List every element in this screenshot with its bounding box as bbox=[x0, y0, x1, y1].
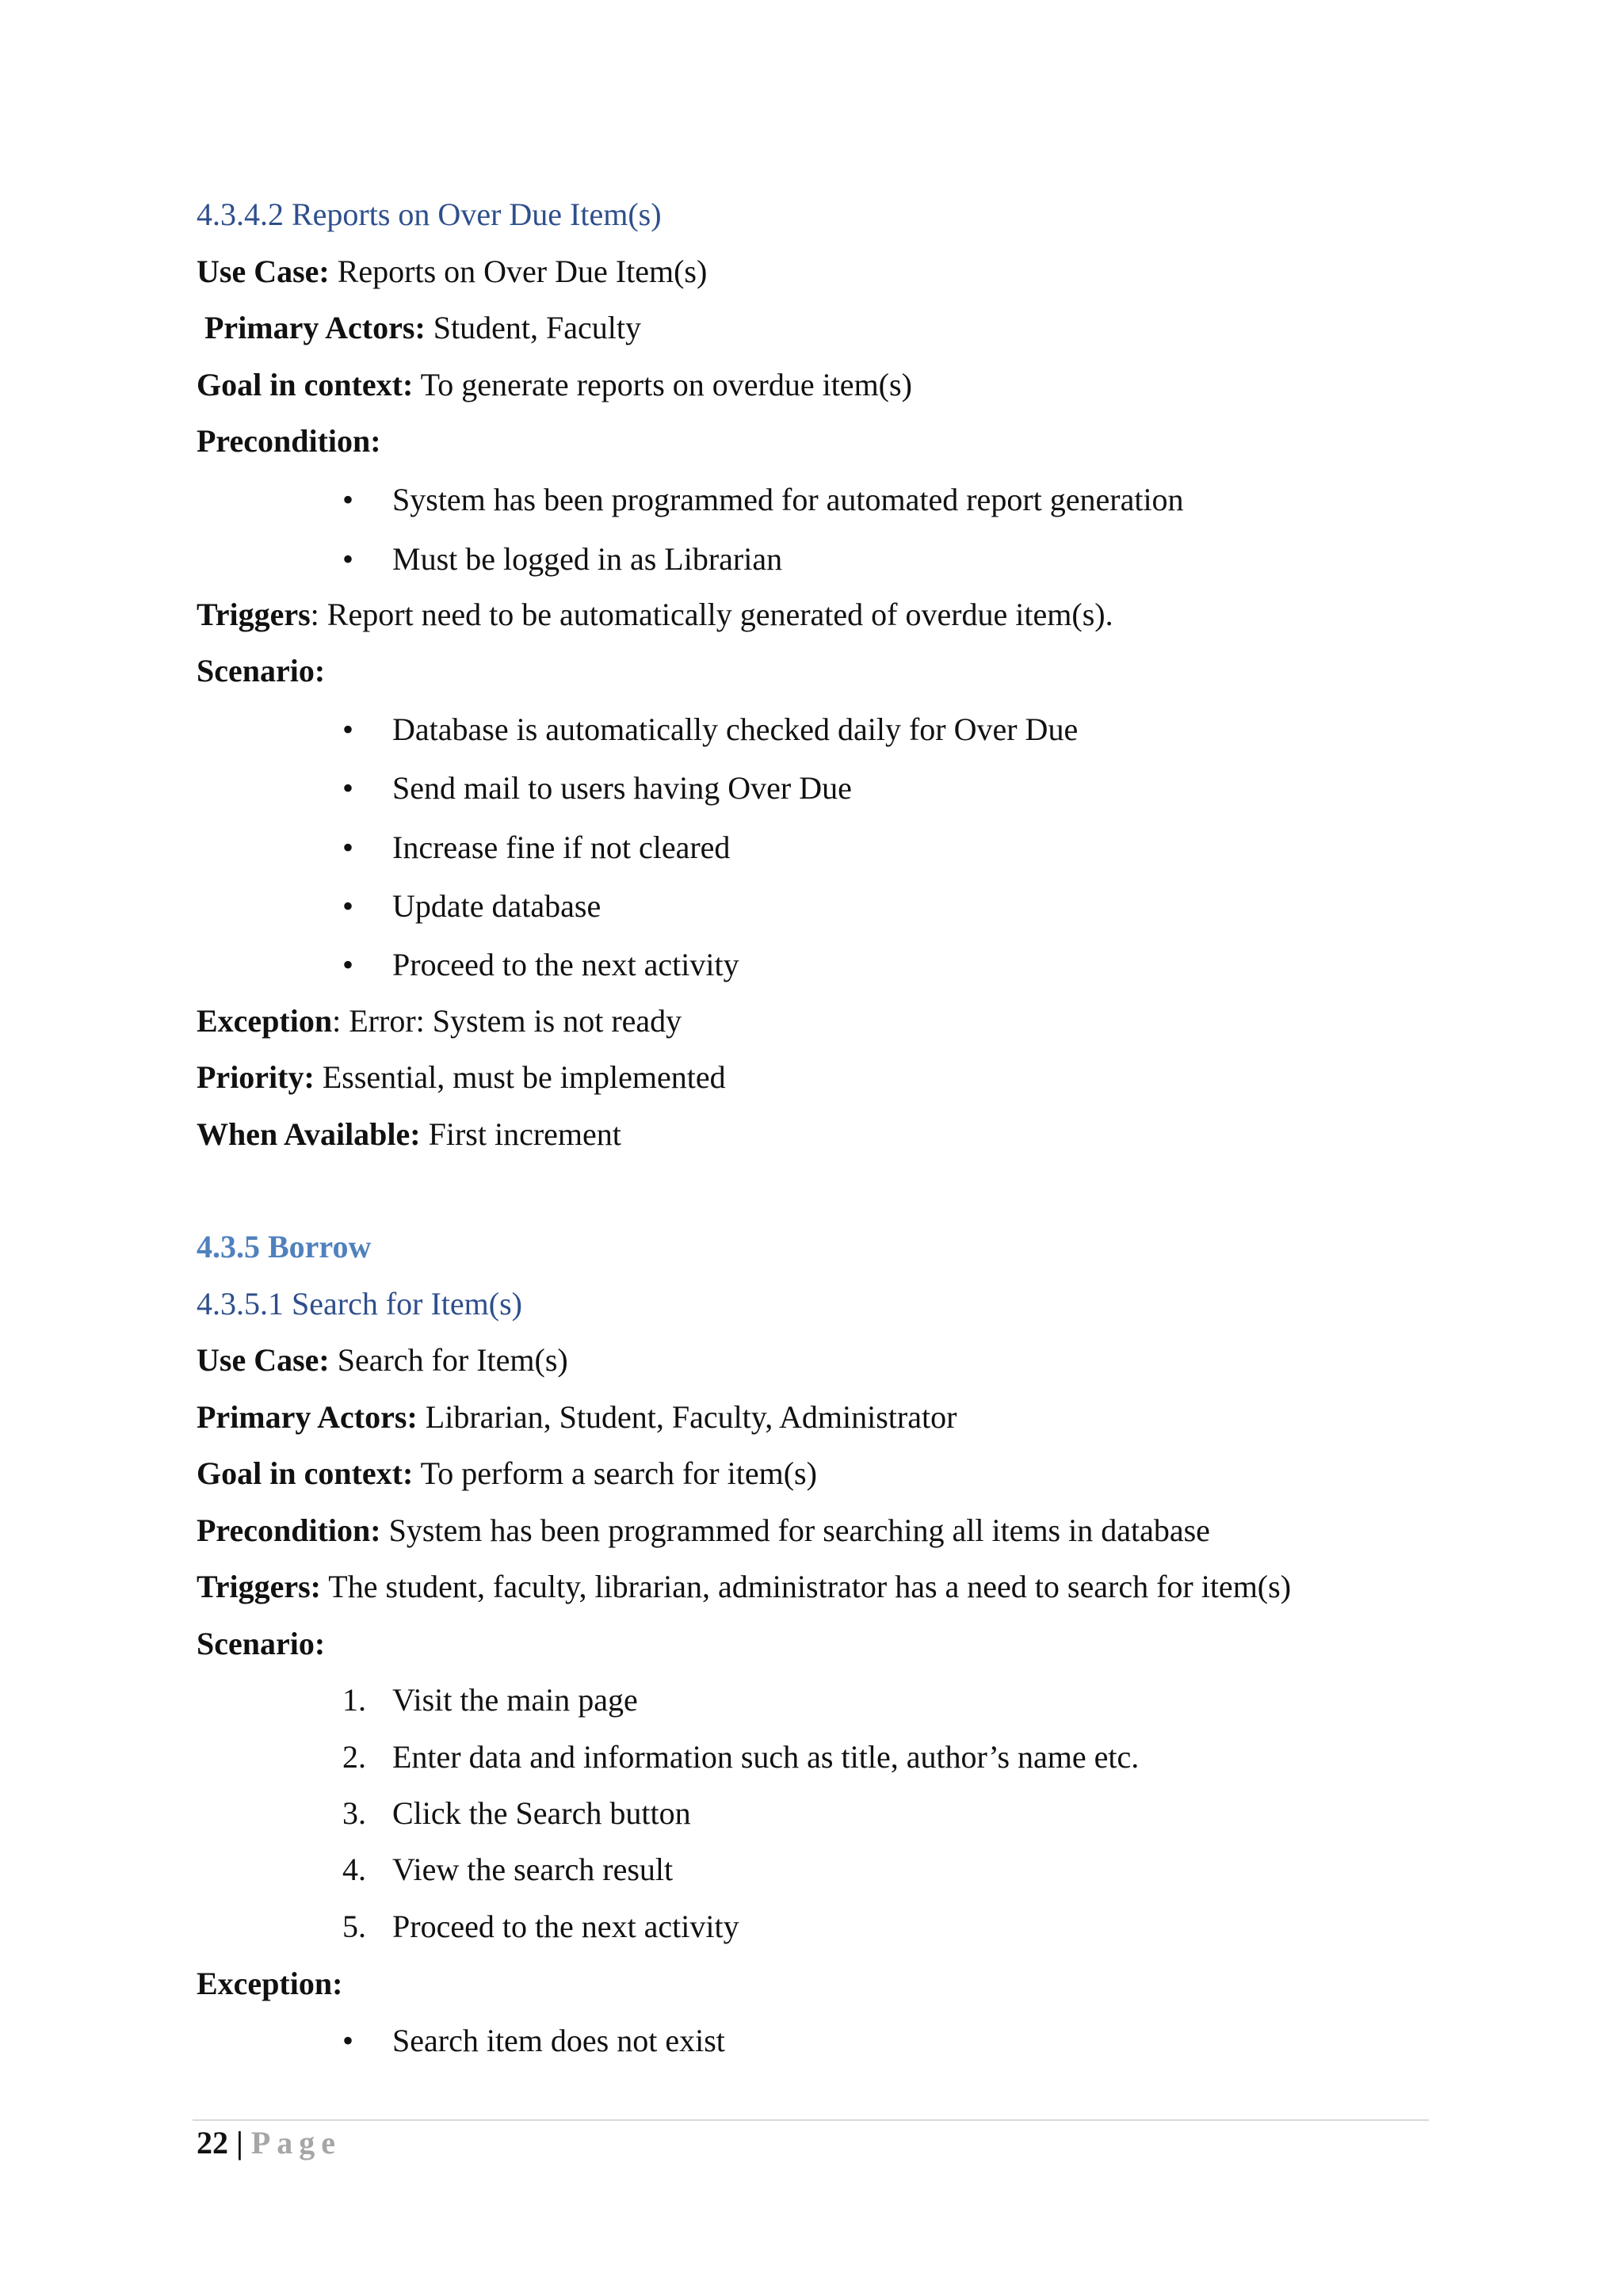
primary-actors-line bbox=[197, 1398, 957, 1437]
precondition-item: Must be logged in as Librarian bbox=[392, 541, 783, 577]
use-case-line bbox=[197, 252, 707, 292]
scenario-item: Database is automatically checked daily for Over Due bbox=[392, 711, 1079, 747]
bullet-icon: • bbox=[342, 482, 354, 517]
bullet-icon: • bbox=[342, 830, 354, 865]
list-number: 1. bbox=[342, 1682, 366, 1718]
bullet-icon: • bbox=[342, 2023, 354, 2058]
scenario-label: Scenario: bbox=[197, 653, 326, 688]
list-number: 2. bbox=[342, 1739, 366, 1775]
scenario-item: Visit the main page bbox=[392, 1682, 638, 1718]
scenario-item: Update database bbox=[392, 888, 601, 924]
triggers-line bbox=[197, 595, 1113, 635]
when-available-label: When Available: bbox=[197, 1116, 421, 1152]
scenario-item: Proceed to the next activity bbox=[392, 947, 739, 982]
triggers-line bbox=[197, 1567, 1291, 1607]
triggers-label: Triggers bbox=[197, 597, 311, 632]
primary-actors-value: Librarian, Student, Faculty, Administrator bbox=[417, 1399, 957, 1435]
use-case-value: Reports on Over Due Item(s) bbox=[329, 254, 708, 289]
scenario-item: Proceed to the next activity bbox=[392, 1909, 739, 1944]
exception-label: Exception bbox=[197, 1003, 333, 1039]
scenario-label: Scenario: bbox=[197, 1626, 326, 1661]
page-number: 22 bbox=[197, 2125, 228, 2161]
goal-label: Goal in context: bbox=[197, 1455, 414, 1491]
precondition-item: System has been programmed for automated report generation bbox=[392, 482, 1184, 517]
use-case-line bbox=[197, 1341, 568, 1380]
section-heading-4342: 4.3.4.2 Reports on Over Due Item(s) bbox=[197, 196, 662, 232]
exception-value: : Error: System is not ready bbox=[332, 1003, 682, 1039]
page-label: Page bbox=[250, 2125, 342, 2161]
when-available-value: First increment bbox=[420, 1116, 621, 1152]
scenario-item: Increase fine if not cleared bbox=[392, 830, 731, 865]
scenario-item: Enter data and information such as title, author’s name etc. bbox=[392, 1739, 1140, 1775]
bullet-icon: • bbox=[342, 541, 354, 577]
priority-value: Essential, must be implemented bbox=[314, 1059, 726, 1095]
primary-actors-value: Student, Faculty bbox=[425, 310, 641, 345]
goal-value: To generate reports on overdue item(s) bbox=[413, 367, 912, 402]
scenario-item: View the search result bbox=[392, 1852, 674, 1887]
when-available-line bbox=[197, 1115, 621, 1154]
exception-line bbox=[197, 1001, 682, 1041]
priority-label: Priority: bbox=[197, 1059, 315, 1095]
primary-actors-label: Primary Actors: bbox=[197, 1399, 418, 1435]
precondition-label: Precondition: bbox=[197, 1512, 381, 1548]
use-case-label: Use Case: bbox=[197, 254, 330, 289]
primary-actors-line bbox=[197, 308, 641, 348]
goal-line bbox=[197, 365, 912, 405]
list-number: 5. bbox=[342, 1909, 366, 1944]
bullet-icon: • bbox=[342, 770, 354, 806]
scenario-item: Send mail to users having Over Due bbox=[392, 770, 852, 806]
priority-line bbox=[197, 1058, 726, 1097]
goal-value: To perform a search for item(s) bbox=[413, 1455, 817, 1491]
triggers-value: The student, faculty, librarian, administrator has a need to search for item(s) bbox=[320, 1569, 1292, 1604]
page-footer bbox=[197, 2123, 342, 2163]
list-number: 3. bbox=[342, 1795, 366, 1831]
goal-line bbox=[197, 1454, 817, 1493]
goal-label: Goal in context: bbox=[197, 367, 414, 402]
section-heading-435: 4.3.5 Borrow bbox=[197, 1229, 372, 1264]
exception-label: Exception: bbox=[197, 1966, 343, 2001]
footer-divider bbox=[193, 2119, 1429, 2121]
exception-item: Search item does not exist bbox=[392, 2023, 725, 2058]
precondition-label: Precondition: bbox=[197, 423, 381, 459]
use-case-value: Search for Item(s) bbox=[329, 1342, 568, 1378]
footer-separator: | bbox=[228, 2125, 251, 2161]
triggers-value: : Report need to be automatically generated of overdue item(s). bbox=[310, 597, 1113, 632]
section-heading-4351: 4.3.5.1 Search for Item(s) bbox=[197, 1286, 522, 1322]
use-case-label: Use Case: bbox=[197, 1342, 330, 1378]
primary-actors-label: Primary Actors: bbox=[197, 310, 426, 345]
triggers-label: Triggers: bbox=[197, 1569, 321, 1604]
list-number: 4. bbox=[342, 1852, 366, 1887]
bullet-icon: • bbox=[342, 711, 354, 747]
precondition-value: System has been programmed for searching all items in database bbox=[380, 1512, 1210, 1548]
bullet-icon: • bbox=[342, 888, 354, 924]
scenario-item: Click the Search button bbox=[392, 1795, 691, 1831]
precondition-line bbox=[197, 1511, 1210, 1550]
bullet-icon: • bbox=[342, 947, 354, 982]
